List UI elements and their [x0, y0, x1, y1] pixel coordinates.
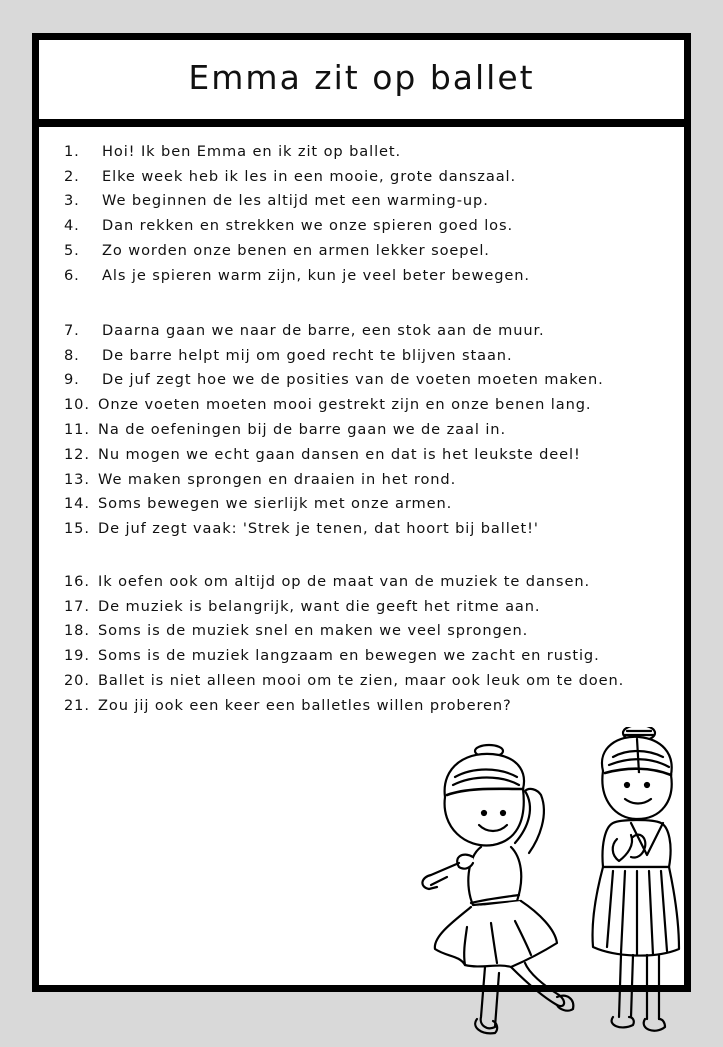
sentence-item: [64, 619, 684, 644]
sentence-item: [64, 263, 684, 288]
sentence-text: Ik oefen ook om altijd op de maat van de muziek te dansen.: [98, 572, 591, 590]
sentence-item: [64, 492, 684, 517]
sentence-item: [64, 213, 684, 238]
sentence-group-1: [64, 139, 684, 288]
sentence-number: 4.: [64, 217, 80, 235]
sentence-number: 19.: [64, 647, 90, 665]
sentence-item: [64, 343, 684, 368]
sentence-text: Daarna gaan we naar de barre, een stok aan de muur.: [102, 321, 545, 339]
sentence-number: 1.: [64, 142, 80, 160]
sentence-text: Nu mogen we echt gaan dansen en dat is het leukste deel!: [98, 445, 581, 463]
sentence-number: 17.: [64, 597, 90, 615]
worksheet-title: Emma zit op ballet: [188, 58, 535, 97]
sentence-number: 11.: [64, 421, 90, 439]
sentence-text: Soms is de muziek snel en maken we veel sprongen.: [98, 622, 529, 640]
sentence-number: 9.: [64, 371, 80, 389]
sentence-text: Soms is de muziek langzaam en bewegen we zacht en rustig.: [98, 647, 600, 665]
sentence-text: Ballet is niet alleen mooi om te zien, maar ook leuk om te doen.: [98, 672, 625, 690]
sentence-text: Zou jij ook een keer een balletles willen proberen?: [98, 696, 512, 714]
sentence-item: [64, 643, 684, 668]
sentence-text: Elke week heb ik les in een mooie, grote danszaal.: [102, 167, 517, 185]
sentence-text: De juf zegt vaak: 'Strek je tenen, dat hoort bij ballet!': [98, 520, 539, 538]
ballerinas-illustration: [407, 727, 697, 1047]
sentence-number: 10.: [64, 396, 90, 414]
sentence-text: Hoi! Ik ben Emma en ik zit op ballet.: [102, 142, 402, 160]
sentence-item: [64, 238, 684, 263]
sentence-text: We beginnen de les altijd met een warming-up.: [102, 192, 489, 210]
sentence-item: [64, 594, 684, 619]
sentence-item: [64, 569, 684, 594]
sentence-number: 5.: [64, 242, 80, 260]
sentence-list: [39, 127, 684, 985]
sentence-number: 6.: [64, 266, 80, 284]
sentence-number: 16.: [64, 572, 90, 590]
sentence-item: [64, 318, 684, 343]
sentence-number: 2.: [64, 167, 80, 185]
sentence-number: 14.: [64, 495, 90, 513]
dancing-ballerina-figure: [422, 745, 573, 1033]
sentence-text: Zo worden onze benen en armen lekker soepel.: [102, 242, 490, 260]
sentence-text: De barre helpt mij om goed recht te blijven staan.: [102, 346, 513, 364]
title-box: [39, 40, 684, 127]
sentence-number: 18.: [64, 622, 90, 640]
sentence-item: [64, 139, 684, 164]
sentence-text: We maken sprongen en draaien in het rond.: [98, 470, 457, 488]
sentence-group-3: [64, 569, 684, 718]
standing-ballerina-figure: [592, 727, 679, 1031]
sentence-group-2: [64, 318, 684, 541]
sentence-number: 7.: [64, 321, 80, 339]
sentence-text: Na de oefeningen bij de barre gaan we de zaal in.: [98, 421, 506, 439]
sentence-item: [64, 189, 684, 214]
sentence-item: [64, 467, 684, 492]
sentence-item: [64, 164, 684, 189]
sentence-number: 3.: [64, 192, 80, 210]
sentence-item: [64, 417, 684, 442]
sentence-item: [64, 442, 684, 467]
sentence-number: 8.: [64, 346, 80, 364]
sentence-number: 12.: [64, 445, 90, 463]
sentence-item: [64, 516, 684, 541]
sentence-item: [64, 693, 684, 718]
sentence-text: Als je spieren warm zijn, kun je veel beter bewegen.: [102, 266, 530, 284]
sentence-text: Onze voeten moeten mooi gestrekt zijn en onze benen lang.: [98, 396, 592, 414]
sentence-text: Soms bewegen we sierlijk met onze armen.: [98, 495, 453, 513]
sentence-item: [64, 392, 684, 417]
sentence-number: 20.: [64, 672, 90, 690]
sentence-text: De muziek is belangrijk, want die geeft het ritme aan.: [98, 597, 541, 615]
sentence-text: Dan rekken en strekken we onze spieren goed los.: [102, 217, 514, 235]
sentence-item: [64, 668, 684, 693]
sentence-number: 21.: [64, 696, 90, 714]
sentence-number: 13.: [64, 470, 90, 488]
sentence-item: [64, 368, 684, 393]
worksheet: [32, 33, 691, 992]
sentence-text: De juf zegt hoe we de posities van de voeten moeten maken.: [102, 371, 604, 389]
sentence-number: 15.: [64, 520, 90, 538]
